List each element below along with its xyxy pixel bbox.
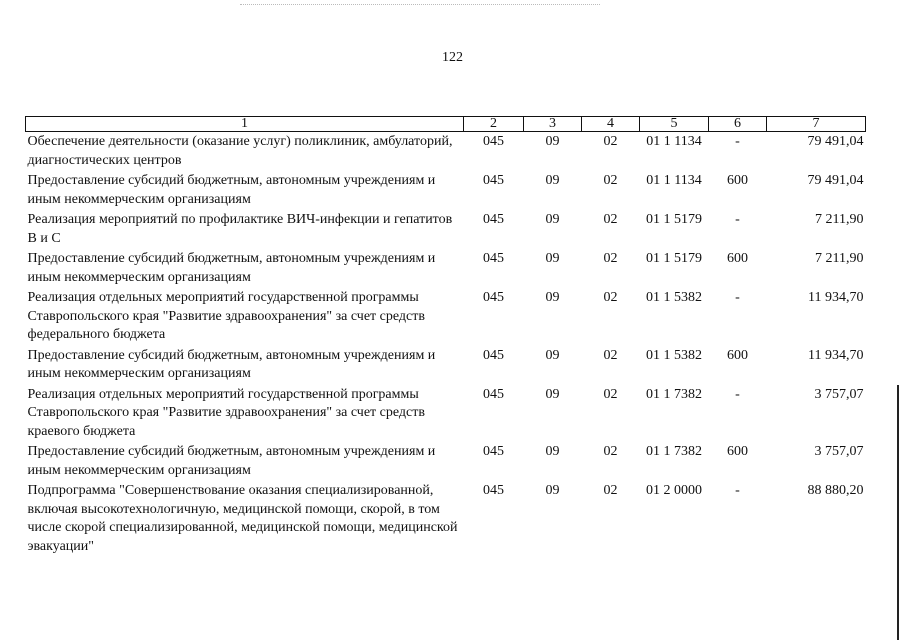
header-col-3: 3: [524, 117, 582, 132]
scan-specks: [240, 4, 600, 7]
table-row: [26, 346, 866, 385]
budget-table: [25, 116, 866, 557]
row-col-4: 02: [603, 347, 618, 363]
row-col-2: 045: [483, 347, 504, 363]
row-col-6: 600: [727, 444, 748, 459]
table-row: [26, 288, 866, 346]
row-col-3: 09: [545, 251, 560, 266]
row-col-4: 02: [603, 251, 618, 266]
header-col-6: 6: [709, 117, 767, 132]
table-row: [26, 210, 866, 249]
row-col-5: 01 1 1134: [646, 134, 702, 149]
row-col-6: 600: [727, 347, 748, 363]
row-col-3: 09: [545, 347, 560, 363]
header-row: [26, 117, 866, 132]
row-col-4: 02: [603, 483, 618, 498]
row-name: Реализация отдельных мероприятий государственной программы Ставропольского края "Развитие здравоохранения" за счет средств краевого бюджета: [27, 386, 425, 439]
row-name: Предоставление субсидий бюджетным, автономным учреждениям и иным некоммерческим организациям: [27, 173, 436, 207]
row-name: Подпрограмма "Совершенствование оказания специализированной, включая высокотехнологичную, медицинской помощи, скорой, в том числе скорой специализированной, медицинской помощи, медицинской эвакуации": [27, 483, 458, 554]
row-col-5: 01 1 7382: [646, 444, 702, 459]
row-col-4: 02: [603, 444, 618, 459]
row-col-3: 09: [545, 444, 560, 459]
row-amount: 79 491,04: [807, 134, 864, 149]
row-col-3: 09: [545, 290, 560, 305]
header-col-5: 5: [640, 117, 709, 132]
row-amount: 11 934,70: [808, 290, 864, 305]
row-col-2: 045: [483, 134, 504, 149]
header-col-2: 2: [464, 117, 524, 132]
table-row: [26, 249, 866, 288]
header-col-1: 1: [26, 117, 464, 132]
row-col-4: 02: [603, 212, 618, 227]
row-col-2: 045: [483, 444, 504, 459]
table-row: [26, 132, 866, 172]
row-col-5: 01 1 1134: [646, 173, 702, 188]
row-col-5: 01 1 7382: [646, 386, 702, 402]
row-amount: 79 491,04: [807, 173, 864, 188]
row-amount: 11 934,70: [808, 347, 864, 363]
row-col-2: 045: [483, 290, 504, 305]
table-body: [26, 132, 866, 558]
row-col-6: -: [735, 134, 740, 149]
row-col-2: 045: [483, 483, 504, 498]
row-col-5: 01 2 0000: [646, 483, 702, 498]
table-row: [26, 171, 866, 210]
header-col-4: 4: [582, 117, 640, 132]
row-name: Предоставление субсидий бюджетным, автономным учреждениям и иным некоммерческим организациям: [27, 347, 436, 381]
row-amount: 3 757,07: [814, 444, 864, 459]
row-col-3: 09: [545, 212, 560, 227]
row-col-2: 045: [483, 212, 504, 227]
row-amount: 88 880,20: [807, 483, 864, 498]
row-name: Реализация мероприятий по профилактике ВИЧ-инфекции и гепатитов В и С: [27, 212, 453, 246]
row-name: Реализация отдельных мероприятий государственной программы Ставропольского края "Развитие здравоохранения" за счет средств федерального бюджета: [27, 290, 425, 342]
row-col-5: 01 1 5179: [646, 212, 702, 227]
row-col-4: 02: [603, 134, 618, 149]
row-col-6: -: [735, 290, 740, 305]
row-col-3: 09: [545, 386, 560, 402]
row-col-5: 01 1 5382: [646, 347, 702, 363]
row-col-5: 01 1 5382: [646, 290, 702, 305]
row-col-2: 045: [483, 251, 504, 266]
row-col-6: 600: [727, 173, 748, 188]
row-amount: 7 211,90: [815, 212, 864, 227]
row-col-4: 02: [603, 290, 618, 305]
header-col-7: 7: [767, 117, 866, 132]
table-row: [26, 481, 866, 557]
row-col-6: -: [735, 386, 740, 402]
row-col-6: -: [735, 483, 740, 498]
row-name: Предоставление субсидий бюджетным, автономным учреждениям и иным некоммерческим организациям: [27, 251, 436, 285]
row-col-2: 045: [483, 173, 504, 188]
row-col-5: 01 1 5179: [646, 251, 702, 266]
row-col-3: 09: [545, 483, 560, 498]
row-col-3: 09: [545, 134, 560, 149]
table-row: [26, 385, 866, 443]
row-name: Обеспечение деятельности (оказание услуг) поликлиник, амбулаторий, диагностических центров: [27, 134, 453, 168]
row-col-6: 600: [727, 251, 748, 266]
row-name: Предоставление субсидий бюджетным, автономным учреждениям и иным некоммерческим организациям: [27, 444, 436, 478]
row-col-6: -: [735, 212, 740, 227]
row-col-2: 045: [483, 386, 504, 402]
row-col-3: 09: [545, 173, 560, 188]
scan-edge-line: [897, 385, 899, 640]
page-number: 122: [442, 50, 463, 65]
table-row: [26, 442, 866, 481]
row-col-4: 02: [603, 386, 618, 402]
row-col-4: 02: [603, 173, 618, 188]
row-amount: 7 211,90: [815, 251, 864, 266]
row-amount: 3 757,07: [814, 386, 864, 402]
